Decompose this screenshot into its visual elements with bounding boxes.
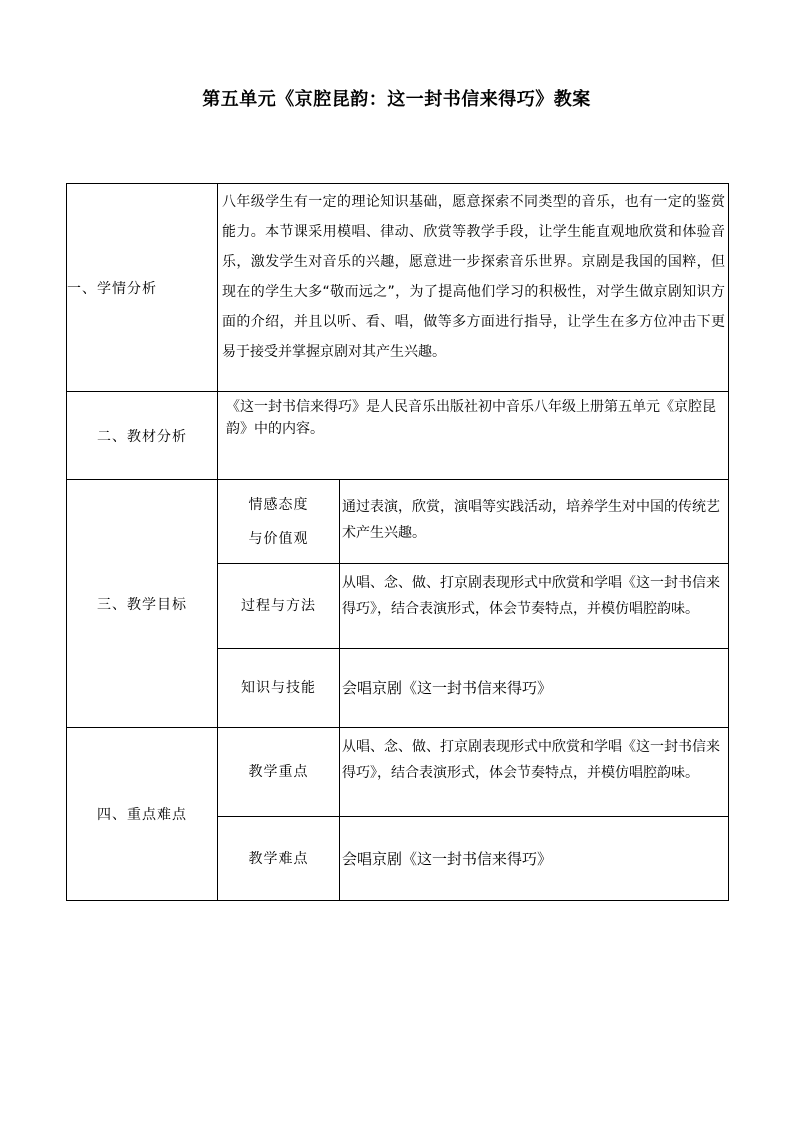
objective-process-label: 过程与方法	[218, 564, 340, 649]
learner-analysis-text: 八年级学生有一定的理论知识基础，愿意探索不同类型的音乐，也有一定的鉴赏能力。本节课采用模唱、律动、欣赏等教学手段，让学生能直观地欣赏和体验音乐，激发学生对音乐的兴趣，愿意进一步探索音乐世界。京剧是我国的国粹，但现在的学生大多“敬而远之”，为了提高他们学习的积极性，对学生做京剧知识方面的介绍，并且以听、看、唱，做等多方面进行指导，让学生在多方位冲击下更易于接受并掌握京剧对其产生兴趣。	[218, 184, 729, 392]
objective-process-text: 从唱、念、做、打京剧表现形式中欣赏和学唱《这一封书信来得巧》，结合表演形式，体会节奏特点，并模仿唱腔韵味。	[340, 564, 729, 649]
row-learner-analysis	[67, 184, 729, 392]
objective-attitude-label	[218, 480, 340, 564]
objective-knowledge-label: 知识与技能	[218, 649, 340, 728]
row-material-analysis	[67, 392, 729, 480]
row-key-point	[67, 728, 729, 817]
lesson-plan-table	[66, 183, 729, 901]
objective-attitude-label-line1: 情感态度	[248, 496, 309, 513]
learner-analysis-label: 一、学情分析	[67, 184, 218, 392]
page-title: 第五单元《京腔昆韵：这一封书信来得巧》教案	[202, 89, 591, 110]
difficult-point-label: 教学难点	[218, 817, 340, 901]
objective-attitude-text: 通过表演，欣赏，演唱等实践活动，培养学生对中国的传统艺术产生兴趣。	[340, 480, 729, 564]
key-point-label: 教学重点	[218, 728, 340, 817]
difficult-point-text: 会唱京剧《这一封书信来得巧》	[340, 817, 729, 901]
teaching-objectives-label: 三、教学目标	[67, 480, 218, 728]
objective-knowledge-text: 会唱京剧《这一封书信来得巧》	[340, 649, 729, 728]
material-analysis-text: 《这一封书信来得巧》是人民音乐出版社初中音乐八年级上册第五单元《京腔昆韵》中的内容。	[218, 392, 729, 480]
material-analysis-label: 二、教材分析	[67, 392, 218, 480]
row-objective-attitude	[67, 480, 729, 564]
objective-attitude-label-line2: 与价值观	[248, 530, 309, 547]
key-difficult-label: 四、重点难点	[67, 728, 218, 901]
key-point-text: 从唱、念、做、打京剧表现形式中欣赏和学唱《这一封书信来得巧》，结合表演形式，体会节奏特点，并模仿唱腔韵味。	[340, 728, 729, 817]
